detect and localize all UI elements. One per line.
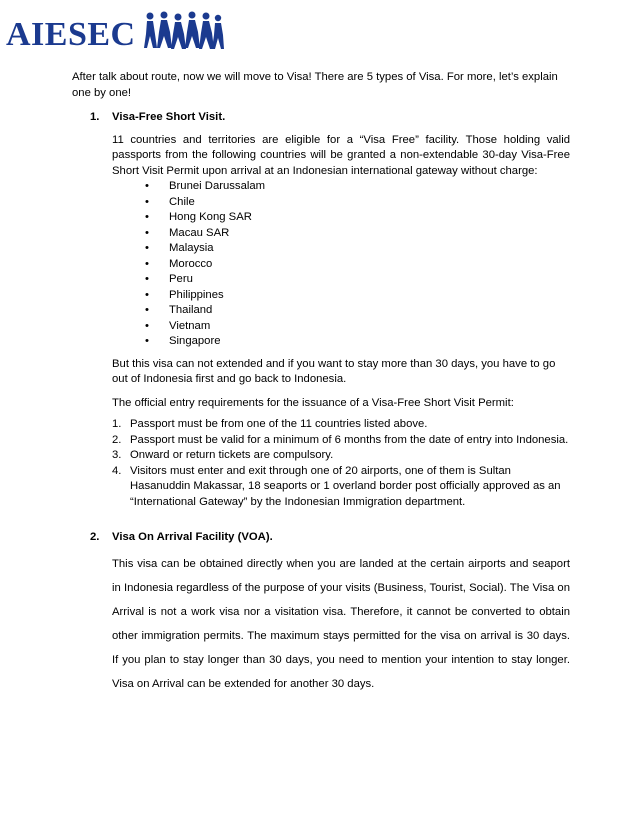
- section-number: 2.: [90, 531, 100, 543]
- list-item: [112, 464, 570, 511]
- section-2-body: [112, 552, 570, 696]
- list-item: [145, 210, 570, 226]
- section-1-body: [112, 133, 570, 511]
- country-name: Thailand: [169, 304, 213, 316]
- bullet-icon: •: [145, 242, 149, 254]
- bullet-icon: •: [145, 195, 149, 208]
- section-1-paragraph: 11 countries and territories are eligible for a “Visa Free” facility. Those holding valid passports from the following countries will be granted a non-extendable 30-day Visa-Free Short Visit Permit upon arrival at an Indonesian international gateway without charge:: [112, 133, 570, 177]
- requirement-text: Onward or return tickets are compulsory.: [130, 449, 334, 461]
- logo-text: AIESEC: [6, 16, 136, 53]
- list-item: [145, 179, 570, 195]
- list-item: [145, 226, 570, 242]
- bullet-icon: •: [145, 335, 149, 347]
- document-body: [70, 70, 570, 696]
- section-1-paragraph-2: But this visa can not extended and if you want to stay more than 30 days, you have to go out of Indonesia first and go back to Indonesia.: [112, 357, 556, 385]
- requirement-text: Passport must be valid for a minimum of 6 months from the date of entry into Indonesia.: [130, 433, 569, 446]
- list-item: [145, 334, 570, 350]
- section-title: Visa-Free Short Visit.: [112, 111, 226, 123]
- bullet-icon: •: [145, 180, 149, 192]
- country-name: Peru: [169, 273, 193, 285]
- list-item: [112, 448, 570, 464]
- country-name: Singapore: [169, 335, 221, 347]
- country-name: Chile: [169, 195, 195, 208]
- country-name: Hong Kong SAR: [169, 211, 252, 223]
- country-list: [145, 179, 570, 350]
- bullet-icon: •: [145, 319, 149, 332]
- section-number: 1.: [90, 111, 100, 123]
- country-name: Brunei Darussalam: [169, 180, 266, 192]
- country-name: Macau SAR: [169, 226, 230, 239]
- bullet-icon: •: [145, 226, 149, 239]
- list-item: [145, 303, 570, 319]
- aiesec-logo: [6, 10, 221, 54]
- bullet-icon: •: [145, 273, 149, 285]
- requirement-text: Visitors must enter and exit through one of 20 airports, one of them is Sultan Hasanuddin Makassar, 18 seaports or 1 overland border post officially approved as an “International Gateway” by the Indonesian Immigration department.: [130, 464, 561, 508]
- requirement-text: Passport must be from one of the 11 countries listed above.: [130, 418, 428, 430]
- people-figures-icon: [144, 10, 224, 54]
- list-item: [145, 319, 570, 335]
- item-number: 4.: [112, 464, 122, 477]
- country-name: Philippines: [169, 288, 224, 301]
- list-item: [112, 417, 570, 433]
- list-item: [145, 195, 570, 211]
- section-2-paragraph: This visa can be obtained directly when you are landed at the certain airports and seaport in Indonesia regardless of the purpose of your visits (Business, Tourist, Social). The Visa on Arrival is not a work visa nor a visitation visa. Therefore, it cannot be converted to obtain other immigration permits. The maximum stays permitted for the visa on arrival is 30 days. If you plan to stay longer than 30 days, you need to mention your intention to stay longer. Visa on Arrival can be extended for another 30 days.: [112, 557, 570, 690]
- item-number: 1.: [112, 418, 122, 430]
- bullet-icon: •: [145, 257, 149, 270]
- section-1-heading: [70, 110, 570, 126]
- list-item: [145, 241, 570, 257]
- list-item: [145, 272, 570, 288]
- intro-paragraph: After talk about route, now we will move to Visa! There are 5 types of Visa. For more, let’s explain one by one!: [72, 71, 558, 99]
- section-title: Visa On Arrival Facility (VOA).: [112, 531, 273, 543]
- item-number: 3.: [112, 449, 122, 461]
- bullet-icon: •: [145, 304, 149, 316]
- requirements-list: [112, 417, 570, 510]
- bullet-icon: •: [145, 288, 149, 301]
- section-2-heading: [70, 530, 570, 546]
- item-number: 2.: [112, 433, 122, 446]
- list-item: [145, 288, 570, 304]
- country-name: Vietnam: [169, 319, 211, 332]
- country-name: Malaysia: [169, 242, 214, 254]
- section-1-paragraph-3: The official entry requirements for the issuance of a Visa-Free Short Visit Permit:: [112, 396, 514, 409]
- bullet-icon: •: [145, 211, 149, 223]
- list-item: [112, 433, 570, 449]
- country-name: Morocco: [169, 257, 213, 270]
- list-item: [145, 257, 570, 273]
